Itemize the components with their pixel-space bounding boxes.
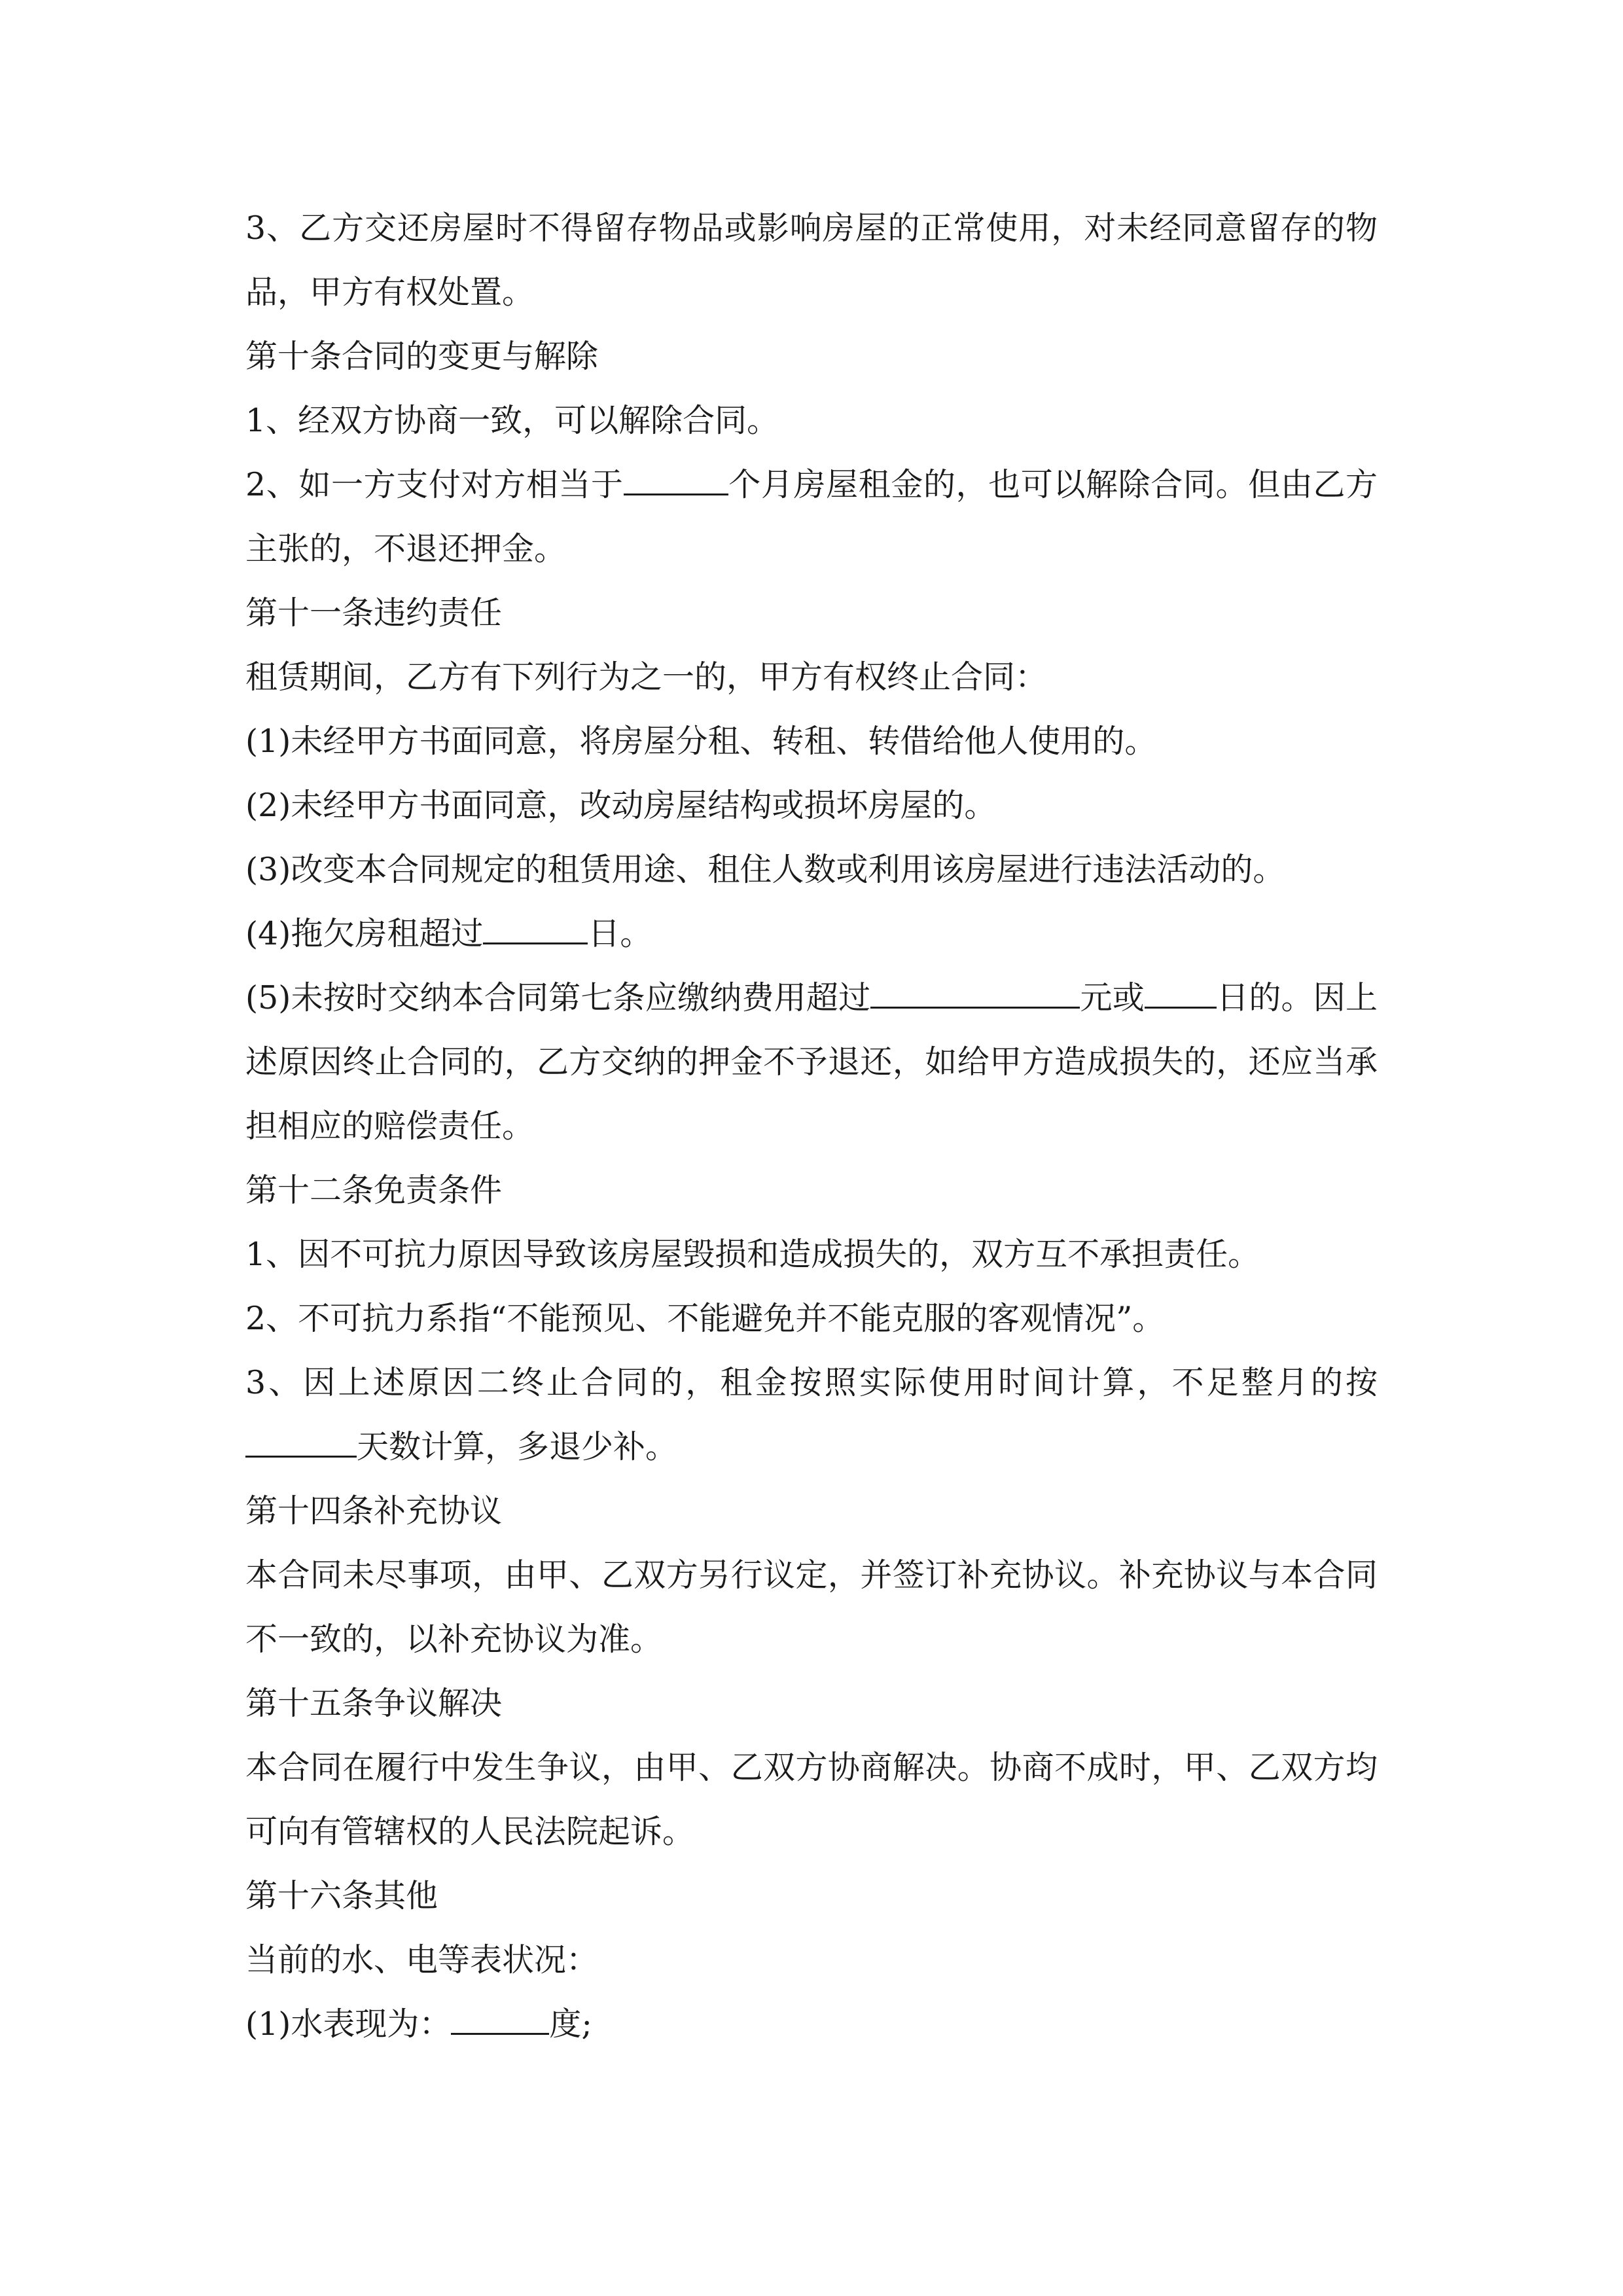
section-heading-14 (245, 1479, 1378, 1543)
heading-text: 第十二条免责条件 (245, 1172, 503, 1209)
clause-text: 个月房屋租金的，也可以解除合同。但由乙方主张的，不退还押金。 (245, 466, 1378, 567)
blank-field[interactable] (624, 457, 728, 495)
clause-text: 度; (549, 2005, 592, 2043)
clause-text: 2、不可抗力系指“不能预见、不能避免并不能克服的客观情况”。 (245, 1300, 1165, 1337)
heading-text: 第十六条其他 (245, 1877, 438, 1914)
clause-text: 3、因上述原因二终止合同的，租金按照实际使用时间计算，不足整月的按 (245, 1364, 1378, 1401)
clause-12-item-1 (245, 1223, 1378, 1287)
section-heading-12 (245, 1158, 1378, 1223)
section-heading-16 (245, 1864, 1378, 1928)
clause-text: (2)未经甲方书面同意，改动房屋结构或损坏房屋的。 (245, 787, 997, 824)
clause-text: 本合同在履行中发生争议，由甲、乙双方协商解决。协商不成时，甲、乙双方均可向有管辖权的人民法院起诉。 (245, 1749, 1378, 1850)
section-heading-11 (245, 581, 1378, 645)
clause-11-item-2 (245, 774, 1378, 838)
document-page (245, 196, 1378, 2056)
clause-16-intro (245, 1928, 1378, 1992)
clause-11-item-3 (245, 838, 1378, 902)
clause-9-item-3 (245, 196, 1378, 325)
clause-10-item-1 (245, 389, 1378, 453)
clause-11-item-5 (245, 966, 1378, 1158)
clause-14-body (245, 1543, 1378, 1672)
blank-field[interactable] (483, 906, 588, 944)
blank-field[interactable] (870, 970, 1080, 1009)
blank-field[interactable] (451, 1996, 549, 2035)
clause-11-intro (245, 645, 1378, 709)
clause-12-item-2 (245, 1287, 1378, 1351)
clause-text: 元或 (1080, 979, 1145, 1016)
blank-field[interactable] (245, 1419, 357, 1458)
clause-16-item-1 (245, 1992, 1378, 2056)
clause-text: 3、乙方交还房屋时不得留存物品或影响房屋的正常使用，对未经同意留存的物品，甲方有权处置。 (245, 209, 1378, 311)
clause-text: 本合同未尽事项，由甲、乙双方另行议定，并签订补充协议。补充协议与本合同不一致的，以补充协议为准。 (245, 1556, 1378, 1658)
clause-15-body (245, 1736, 1378, 1864)
section-heading-15 (245, 1672, 1378, 1736)
clause-text: 2、如一方支付对方相当于 (245, 466, 624, 503)
section-heading-10 (245, 325, 1378, 389)
clause-text: 日的。因上述原因终止合同的，乙方交纳的押金不予退还，如给甲方造成损失的，还应当承担相应的赔偿责任。 (245, 979, 1378, 1145)
clause-text: 天数计算，多退少补。 (357, 1428, 678, 1465)
clause-text: (4)拖欠房租超过 (245, 915, 484, 952)
clause-11-item-4 (245, 902, 1378, 966)
clause-10-item-2 (245, 453, 1378, 581)
heading-text: 第十一条违约责任 (245, 594, 503, 632)
heading-text: 第十五条争议解决 (245, 1685, 503, 1722)
clause-text: 租赁期间，乙方有下列行为之一的，甲方有权终止合同： (245, 658, 1048, 696)
heading-text: 第十四条补充协议 (245, 1492, 503, 1530)
clause-text: (1)水表现为： (245, 2005, 452, 2043)
clause-text: (3)改变本合同规定的租赁用途、租住人数或利用该房屋进行违法活动的。 (245, 851, 1285, 888)
clause-text: 日。 (588, 915, 652, 952)
clause-12-item-3 (245, 1351, 1378, 1479)
clause-text: 当前的水、电等表状况： (245, 1941, 599, 1979)
clause-text: 1、因不可抗力原因导致该房屋毁损和造成损失的，双方互不承担责任。 (245, 1236, 1260, 1273)
blank-field[interactable] (1145, 970, 1217, 1009)
clause-text: (1)未经甲方书面同意，将房屋分租、转租、转借给他人使用的。 (245, 723, 1157, 760)
clause-11-item-1 (245, 709, 1378, 774)
clause-text: 1、经双方协商一致，可以解除合同。 (245, 402, 779, 439)
heading-text: 第十条合同的变更与解除 (245, 338, 599, 375)
clause-text: (5)未按时交纳本合同第七条应缴纳费用超过 (245, 979, 871, 1016)
